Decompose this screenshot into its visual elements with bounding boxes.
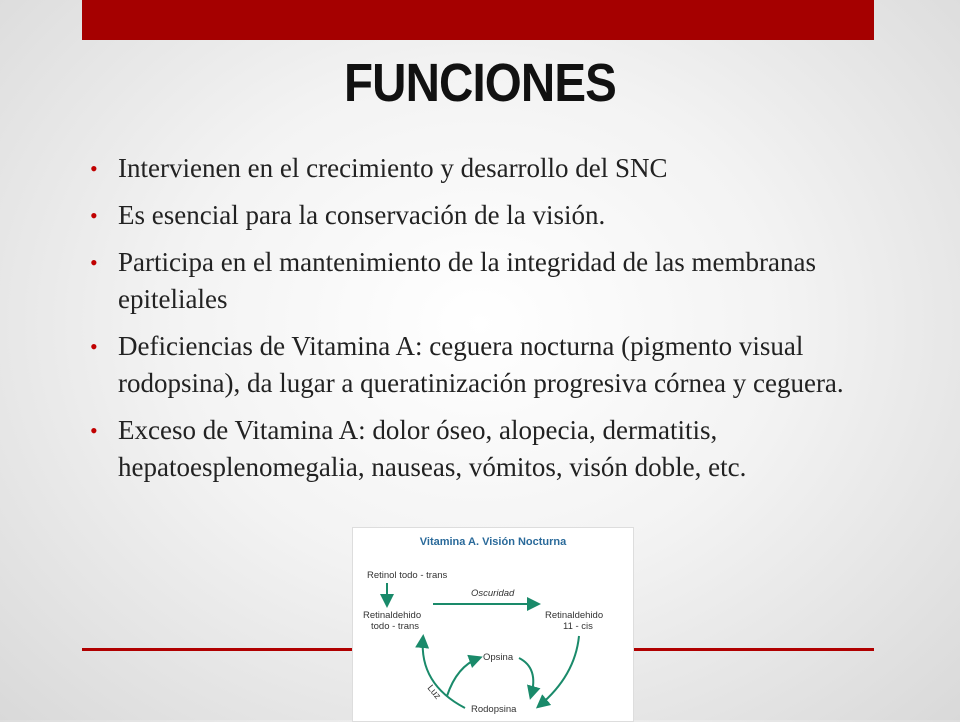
bullet-dot-icon: •	[90, 334, 98, 359]
bullet-item	[90, 150, 880, 187]
rodopsina-label: Rodopsina	[471, 704, 517, 715]
arrow-to-opsina	[447, 658, 479, 696]
bullet-text: Intervienen en el crecimiento y desarrollo del SNC	[118, 153, 668, 183]
opsina-label: Opsina	[483, 652, 514, 663]
vision-cycle-diagram	[353, 556, 633, 721]
bullet-dot-icon: •	[90, 250, 98, 275]
bullet-item	[90, 197, 880, 234]
oscuridad-label: Oscuridad	[471, 588, 515, 599]
footer-line-left	[82, 648, 352, 651]
vision-cycle-figure	[352, 527, 634, 722]
retinaldehido-cis-line1: Retinaldehido	[545, 610, 604, 621]
bullet-text: Es esencial para la conservación de la visión.	[118, 200, 606, 230]
bullet-dot-icon: •	[90, 156, 98, 181]
bullet-dot-icon: •	[90, 418, 98, 443]
footer-line-right	[632, 648, 874, 651]
bullet-list	[90, 150, 880, 496]
bullet-item	[90, 244, 880, 318]
retinaldehido-trans-line1: Retinaldehido	[363, 610, 422, 621]
bullet-item	[90, 328, 880, 402]
bullet-text: Participa en el mantenimiento de la integridad de las membranas epiteliales	[118, 247, 817, 314]
bullet-text: Deficiencias de Vitamina A: ceguera nocturna (pigmento visual rodopsina), da lugar a queratinización progresiva córnea y ceguera.	[118, 331, 844, 398]
arrow-opsina-to-rodopsina	[519, 658, 533, 696]
bullet-dot-icon: •	[90, 203, 98, 228]
figure-title: Vitamina A. Visión Nocturna	[419, 536, 567, 548]
top-accent-bar	[82, 0, 874, 40]
arrow-cis-to-rodopsina	[539, 636, 579, 706]
bullet-text: Exceso de Vitamina A: dolor óseo, alopecia, dermatitis, hepatoesplenomegalia, nauseas, vómitos, visón doble, etc.	[118, 415, 747, 482]
slide-title: FUNCIONES	[344, 53, 616, 113]
retinaldehido-trans-line2: todo - trans	[371, 621, 420, 632]
bullet-item	[90, 412, 880, 486]
retinaldehido-cis-line2: 11 - cis	[563, 621, 593, 632]
luz-label: Luz	[424, 682, 443, 702]
retinol-label: Retinol todo - trans	[367, 570, 448, 581]
